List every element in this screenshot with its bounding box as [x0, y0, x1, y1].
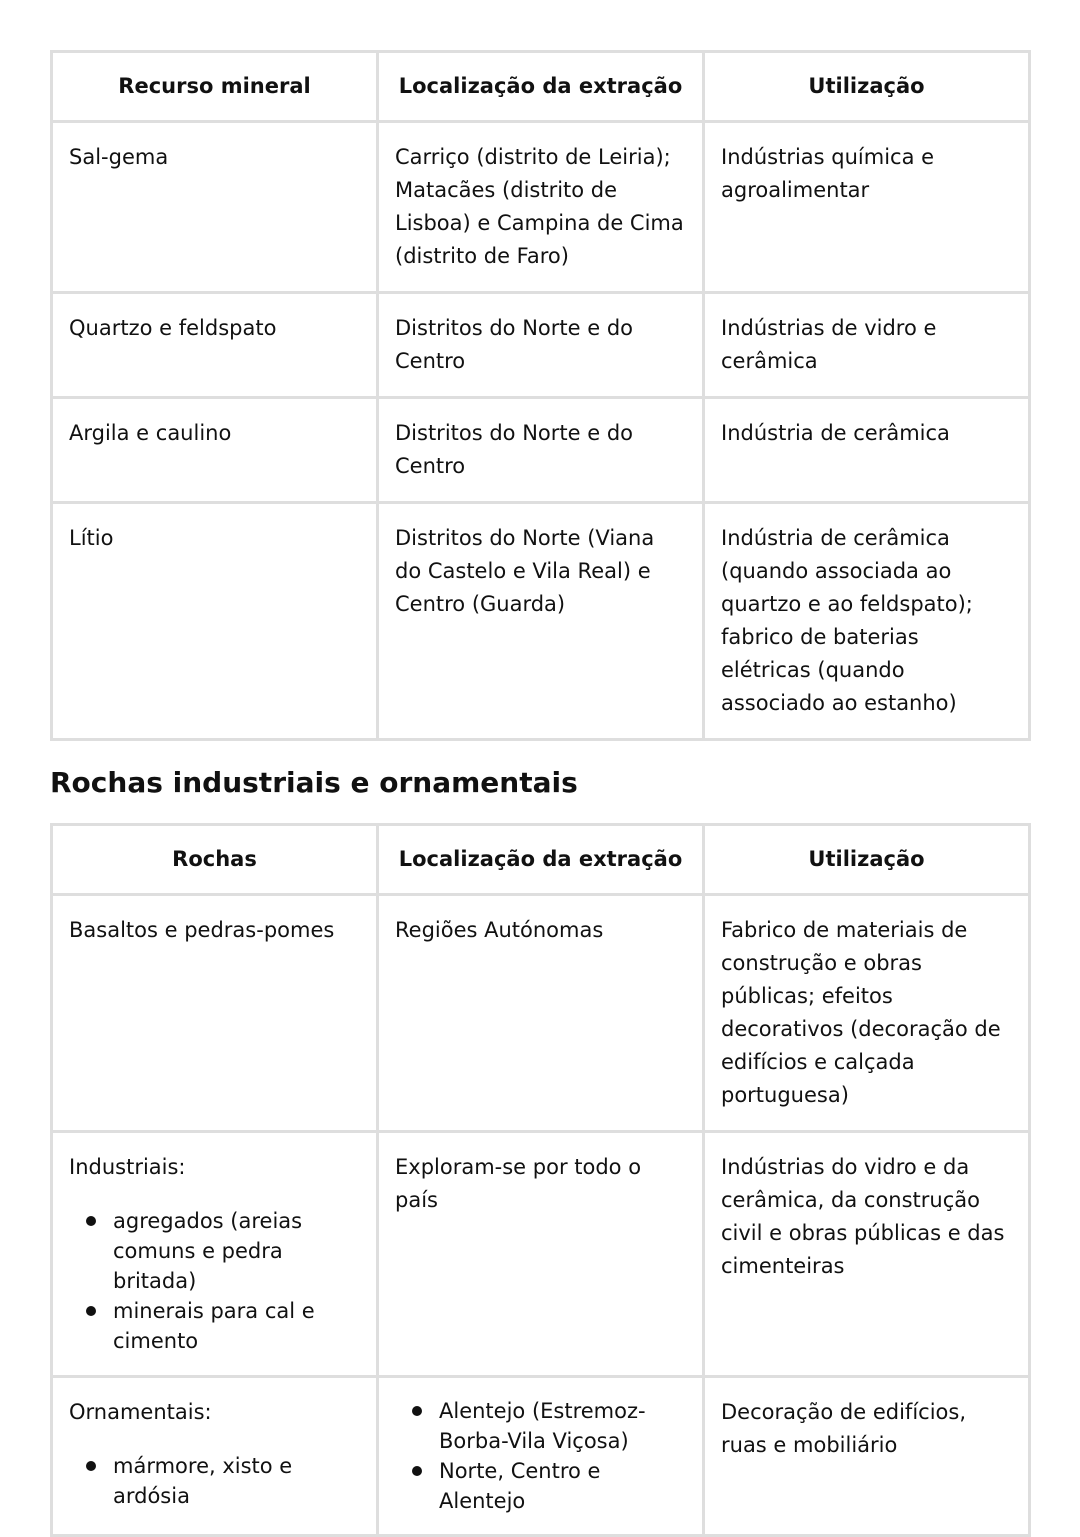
column-header-use: Utilização: [704, 52, 1030, 122]
cell-resource: Argila e caulino: [52, 398, 378, 503]
cell-resource: Sal-gema: [52, 122, 378, 293]
table-header-row: [52, 825, 1030, 895]
table-row: [52, 895, 1030, 1132]
column-header-location: Localização da extração: [378, 52, 704, 122]
cell-rock: [52, 1132, 378, 1377]
rocks-table: [50, 823, 1031, 1537]
cell-use: Indústria de cerâmica: [704, 398, 1030, 503]
list-item: agregados (areias comuns e pedra britada): [113, 1206, 360, 1296]
table-row: [52, 503, 1030, 740]
list-item: Alentejo (Estremoz-Borba-Vila Viçosa): [439, 1396, 686, 1456]
cell-resource: Lítio: [52, 503, 378, 740]
cell-location: Regiões Autónomas: [378, 895, 704, 1132]
list-item: minerais para cal e cimento: [113, 1296, 360, 1356]
cell-rock-intro: Ornamentais:: [69, 1400, 212, 1424]
cell-use: Indústrias do vidro e da cerâmica, da construção civil e obras públicas e das cimenteiras: [704, 1132, 1030, 1377]
cell-use: Indústria de cerâmica (quando associada ao quartzo e ao feldspato); fabrico de baterias elétricas (quando associado ao estanho): [704, 503, 1030, 740]
cell-use: Decoração de edifícios, ruas e mobiliário: [704, 1377, 1030, 1536]
cell-location: Distritos do Norte (Viana do Castelo e Vila Real) e Centro (Guarda): [378, 503, 704, 740]
column-header-rocks: Rochas: [52, 825, 378, 895]
cell-location: [378, 1377, 704, 1536]
bullet-list: [395, 1396, 686, 1516]
cell-use: Fabrico de materiais de construção e obras públicas; efeitos decorativos (decoração de edifícios e calçada portuguesa): [704, 895, 1030, 1132]
column-header-use: Utilização: [704, 825, 1030, 895]
list-item: Norte, Centro e Alentejo: [439, 1456, 686, 1516]
column-header-resource: Recurso mineral: [52, 52, 378, 122]
cell-use: Indústrias química e agroalimentar: [704, 122, 1030, 293]
table-row: [52, 122, 1030, 293]
cell-location: Distritos do Norte e do Centro: [378, 293, 704, 398]
cell-rock: [52, 1377, 378, 1536]
list-item: mármore, xisto e ardósia: [113, 1451, 360, 1511]
cell-use: Indústrias de vidro e cerâmica: [704, 293, 1030, 398]
bullet-list: [69, 1206, 360, 1356]
cell-resource: Quartzo e feldspato: [52, 293, 378, 398]
cell-location: Exploram-se por todo o país: [378, 1132, 704, 1377]
cell-rock: Basaltos e pedras-pomes: [52, 895, 378, 1132]
cell-location: Distritos do Norte e do Centro: [378, 398, 704, 503]
table-row: [52, 398, 1030, 503]
table-header-row: [52, 52, 1030, 122]
column-header-location: Localização da extração: [378, 825, 704, 895]
document-page: [50, 50, 1030, 1537]
section-heading: Rochas industriais e ornamentais: [50, 766, 578, 799]
table-row: [52, 293, 1030, 398]
mineral-resources-table: [50, 50, 1031, 741]
cell-location: Carriço (distrito de Leiria); Matacães (distrito de Lisboa) e Campina de Cima (distrito de Faro): [378, 122, 704, 293]
bullet-list: [69, 1451, 360, 1511]
table-row: [52, 1377, 1030, 1536]
cell-rock-intro: Industriais:: [69, 1155, 186, 1179]
table-row: [52, 1132, 1030, 1377]
